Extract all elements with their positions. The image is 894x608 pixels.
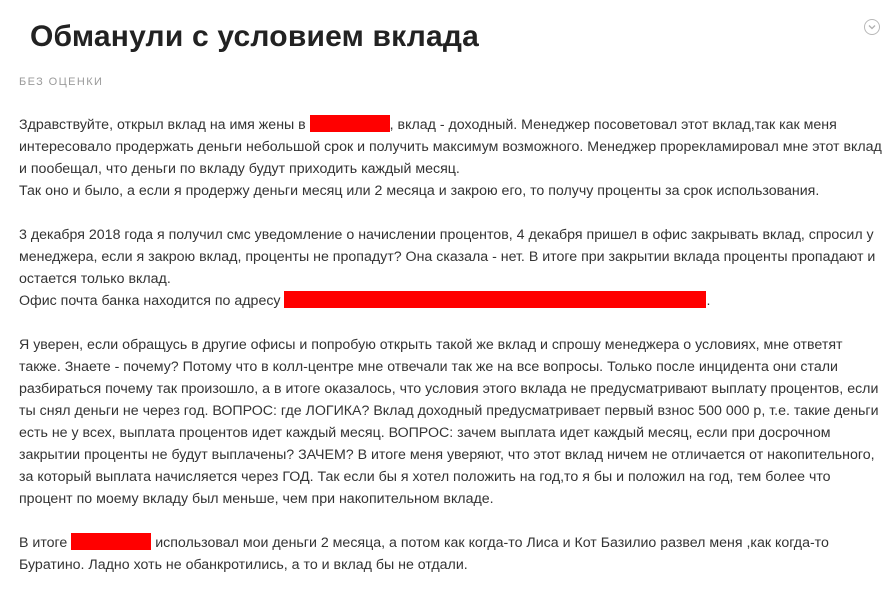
paragraph-text: . [706,293,711,309]
rating-label: БЕЗ ОЦЕНКИ [19,76,104,88]
review-title: Обманули с условием вклада [30,20,480,53]
paragraph-text: Так оно и было, а если я продержу деньги месяц или 2 месяца и закрою его, то получу проценты за срок использования. [19,183,820,199]
review-paragraph-1 [19,114,885,202]
paragraph-text: В итоге [19,535,72,551]
chevron-down-icon-glyph [867,22,877,32]
paragraph-text: , вклад - доходный. Менеджер посоветовал этот вклад,так как меня интересовало продержать деньги небольшой срок и получить максимум возможного. Менеджер прорекламировал мне этот вклад и пообещал, что деньги по вкладу будут приходить каждый месяц. [19,117,882,177]
redacted-bank-name [71,533,151,550]
review-body [19,114,885,576]
review-paragraph-4 [19,532,885,576]
review-paragraph-3: Я уверен, если обращусь в другие офисы и попробую открыть такой же вклад и спрошу менеджера о условиях, мне ответят также. Знаете - почему? Потому что в колл-центре мне отвечали так же на все вопросы. Только после инцидента они стали разбираться почему так произошло, а в итоге оказалось, что условия этого вклада не предусматривают выплату процентов, если ты снял деньги не через год. ВОПРОС: где ЛОГИКА? Вклад доходный предусматривает первый взнос 500 000 р, т.е. такие деньги есть не у всех, выплата процентов идет каждый месяц. ВОПРОС: зачем выплата идет каждый месяц, если при досрочном закрытии проценты не будут выплачены? ЗАЧЕМ? В итоге меня уверяют, что этот вклад ничем не отличается от накопительного, за который выплата начисляется через ГОД. Так если бы я хотел положить на год,то я бы и положил на год, тем более что процент по моему вкладу был меньше, чем при накопительном вкладе. [19,337,879,507]
chevron-down-icon[interactable] [864,19,880,35]
redacted-bank-name [310,115,390,132]
paragraph-text: Офис почта банка находится по адресу [19,293,285,309]
review-paragraph-2 [19,224,885,312]
paragraph-text: 3 декабря 2018 года я получил смс уведомление о начислении процентов, 4 декабря пришел в офис закрывать вклад, спросил у менеджера, если я закрою вклад, проценты не пропадут? Она сказала - нет. В итоге при закрытии вклада проценты пропадают и остается только вклад. [19,227,876,287]
redacted-address [284,291,706,308]
paragraph-text: Здравствуйте, открыл вклад на имя жены в [19,117,310,133]
paragraph-text: использовал мои деньги 2 месяца, а потом как когда-то Лиса и Кот Базилио развел меня ,как когда-то Буратино. Ладно хоть не обанкротились, а то и вклад бы не отдали. [19,535,829,573]
